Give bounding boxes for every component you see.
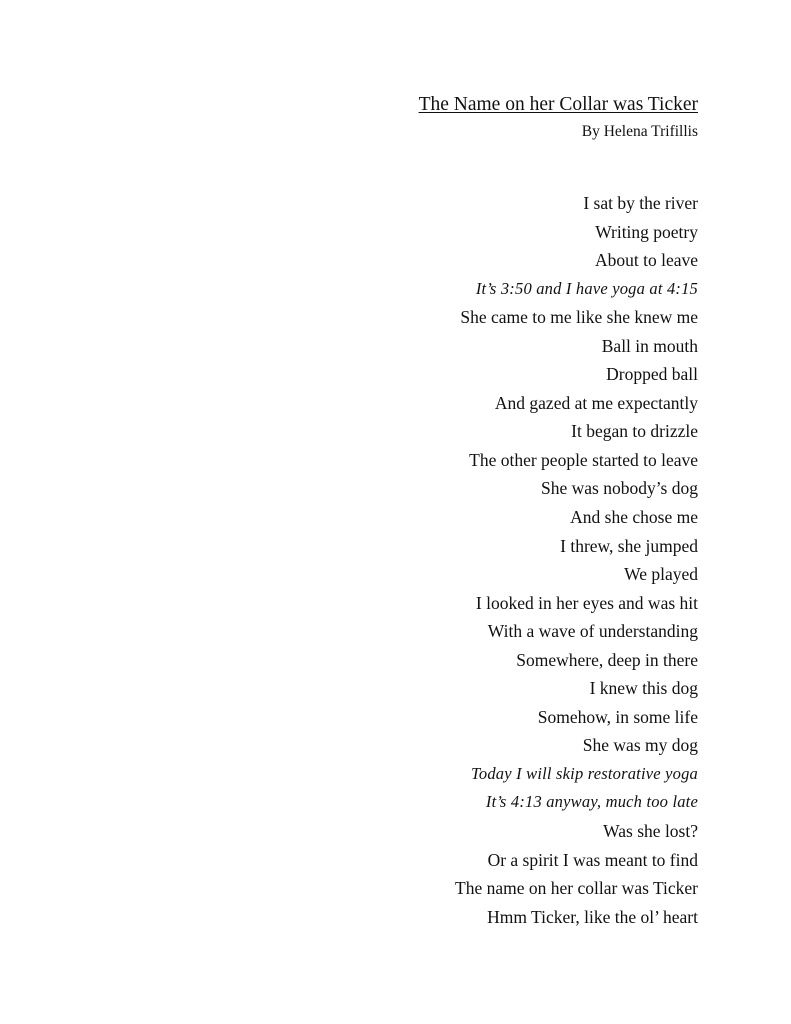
- poem-line: With a wave of understanding: [487, 621, 698, 642]
- poem-line: Somewhere, deep in there: [516, 649, 698, 670]
- poem-line: About to leave: [594, 250, 698, 271]
- poem-line: Somehow, in some life: [537, 706, 698, 727]
- poem-line: I sat by the river: [583, 193, 698, 213]
- poem-line: Hmm Ticker, like the ol’ heart: [487, 906, 698, 927]
- poem-line: Was she lost?: [603, 821, 698, 842]
- poem-line: It began to drizzle: [571, 421, 698, 442]
- poem-line: The name on her collar was Ticker: [455, 878, 698, 899]
- poem-line: And she chose me: [570, 507, 698, 528]
- poem-title: The Name on her Collar was Ticker: [418, 94, 698, 115]
- poem-line: Ball in mouth: [601, 335, 698, 356]
- poem-line: I knew this dog: [589, 678, 698, 699]
- poem-line: Dropped ball: [606, 364, 698, 385]
- poem-line: Writing poetry: [595, 221, 698, 242]
- poem-line: I threw, she jumped: [560, 535, 698, 556]
- poem-line: She was my dog: [582, 735, 698, 756]
- poem-line: I looked in her eyes and was hit: [475, 592, 698, 613]
- poem-line: We played: [624, 564, 698, 585]
- poem-line: The other people started to leave: [469, 449, 698, 470]
- poem-line: Today I will skip restorative yoga: [471, 763, 698, 783]
- poem-author: By Helena Trifillis: [581, 123, 698, 140]
- poem-line: It’s 4:13 anyway, much too late: [485, 792, 698, 812]
- poem-line: She came to me like she knew me: [460, 307, 698, 328]
- poem-line: It’s 3:50 and I have yoga at 4:15: [475, 278, 698, 298]
- poem-line: And gazed at me expectantly: [494, 392, 698, 413]
- poem-line: She was nobody’s dog: [540, 478, 698, 499]
- poem-body: [455, 189, 698, 931]
- poem-line: Or a spirit I was meant to find: [487, 849, 698, 870]
